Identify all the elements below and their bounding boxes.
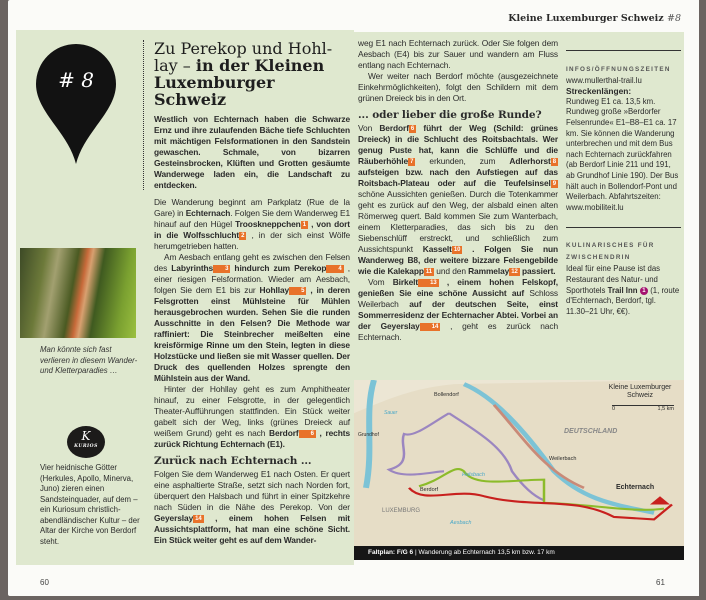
place-name: passiert. (521, 266, 556, 276)
map-caption-text: | Wanderung ab Echternach 13,5 km bzw. 17 km (414, 549, 555, 556)
place-name: Perekop (294, 263, 327, 273)
place-name: Räuberhöhle (358, 156, 409, 166)
info-heading: INFOS/ÖFFNUNGSZEITEN (566, 66, 671, 73)
map-label-deutschland: DEUTSCHLAND (564, 428, 618, 435)
paragraph: weg E1 nach Echternach zurück. Oder Sie folgen dem Aesbach (E4) bis zur Sauer und wandern am Fluss entlang nach Echternach. (358, 38, 558, 70)
place-name: Echternach (185, 208, 231, 218)
place-name: , in deren Felsgrotten einst Mühlsteine für Mühlen herausgebrochen wurden. Sehen Sie die runden Ausschnitte in den Felsen? Die Methode war raffiniert: Die Steinbrecher meißelten eine kreisförmige Rinne um den Stein, legten in diese Holzstücke und ließen sie mit Wasser quellen. Der Druck des quellenden Holzes sprengte den Mühlstein aus der Wand. (154, 285, 350, 383)
map-label-echternach: Echternach (616, 484, 655, 491)
text-run: Folgen Sie dem Wanderweg E1 nach Osten. Er quert eine asphaltierte Straße, setzt sich nach Norden fort, überquert den Halsbach und führt in einer Spitzkehre nach Süden in die Nähe des Perekop. Von der (154, 469, 350, 512)
paragraph (154, 197, 350, 252)
text-run: schöne Aussichten genießen. Durch die Totenkammer geht es zurück auf den Weg, der alsbald einen alten Römerweg quert. Bald kommen Sie zum Wanterbach, einem Kletterparadies, das sich bis zu den Siebenschlüff erstreckt, und schließlich zum Aussichtspunkt (358, 189, 558, 254)
paragraph (358, 123, 558, 277)
text-run: Von (358, 123, 380, 133)
poi-number: 7 (410, 159, 414, 165)
section-heading: Zurück nach Echternach ... (154, 455, 312, 467)
place-name: Adlerhorst (509, 156, 551, 166)
food-text-pre: Ideal für eine Pause ist das Restaurant des Natur- und Sporthotels (566, 264, 661, 295)
text-run: Hinter der Hohllay geht es zum Amphitheater hinauf, zu einer Felsgrotte, in der gelegentlich Theater-Aufführungen stattfinden. Ein Stück weiter gabelt sich der Weg, links (grünes Dreieck auf weißem Grund) geht es nach (154, 384, 350, 438)
body-text (358, 38, 558, 343)
photo-caption: Man könnte sich fast verlieren in diesem Wander- und Kletterparadies … (40, 345, 138, 375)
map-caption-bold: Faltplan: F/G 6 (368, 549, 414, 556)
restaurant-name: Trail Inn (607, 285, 638, 295)
place-name: Hohllay (259, 285, 290, 295)
poi-number: 1 (640, 287, 648, 295)
page-number: 61 (656, 578, 665, 587)
map-label-aesbach: Aesbach (450, 520, 472, 526)
map-label-halsbach: Halsbach (462, 472, 485, 478)
section-heading: ... oder lieber die große Runde? (358, 109, 542, 121)
poi-number: 9 (552, 181, 556, 187)
scale-start: 0 (612, 406, 616, 412)
place-name: , von dort in die (154, 219, 351, 240)
place-name: auf der deutschen Seite, einst Sommerresidenz der Echternacher Abtei. Vorbei an der (358, 299, 558, 331)
poi-number: 14 (195, 516, 202, 522)
map-label-weilerbach: Weilerbach (549, 456, 577, 462)
poi-number: 1 (302, 222, 306, 228)
poi-number: 6 (410, 126, 415, 132)
header-number: #8 (666, 13, 681, 24)
running-header (508, 13, 681, 24)
poi-number: 11 (425, 269, 433, 275)
poi-number: 4 (326, 265, 343, 273)
poi-number: 14 (420, 323, 440, 331)
place-name: . Folgen Sie nun Wanderweg B8, der weitere bizzare Felsengebilde wie die (358, 244, 559, 276)
food-heading: KULINARISCHES FÜR ZWISCHENDRIN (566, 242, 655, 262)
place-name: , einem hohen Felsen mit Aussichtsplattform, hat man eine schöne Sicht. Ein Stück weiter geht es auf dem Wander- (154, 513, 351, 545)
paragraph (154, 384, 350, 450)
right-page (354, 0, 699, 596)
left-page (8, 0, 354, 596)
place-name: Rammelay (468, 266, 510, 276)
text-run: erkunden, zum (429, 156, 510, 166)
main-column (154, 40, 350, 546)
map-caption (354, 546, 684, 560)
kurios-label: KURIOS (74, 444, 98, 449)
paragraph (358, 277, 558, 343)
place-name: Wolfsschlucht (183, 230, 240, 240)
divider (566, 50, 681, 51)
poi-number: 3 (213, 265, 230, 273)
place-name: Berdorf (379, 123, 409, 133)
food-text (566, 264, 681, 317)
text-run: Die Wanderung beginnt am Parkplatz (Rue de la Gare) in (154, 197, 350, 218)
info-column (566, 44, 681, 317)
place-name: , einem hohen Felskopf, genießen Sie eine schöne Aussicht auf (358, 277, 558, 298)
divider (566, 227, 681, 228)
map-label-berdorf: Berdorf (420, 487, 439, 493)
map-scale (612, 405, 674, 412)
route-map (354, 380, 684, 546)
text-run: Am Aesbach entlang geht es zwischen den Felsen des (154, 252, 350, 273)
place-name: führt der Weg (Schild: grünes Dreieck) in die Schlucht des Roitsbachtals. Wer genug Puste hat, kann die Schlüffe und die (358, 123, 558, 155)
title-bold: in der Kleinen Luxemburger Schweiz (154, 56, 325, 109)
place-name: Labyrinths (171, 263, 214, 273)
paragraph (154, 252, 350, 384)
map-title: Kleine Luxemburger Schweiz (608, 384, 672, 399)
text-run: und den (436, 266, 469, 276)
place-name: Trooskneppchen (235, 219, 301, 229)
info-url[interactable]: www.mullerthal-trail.lu (566, 75, 642, 85)
paragraph (154, 469, 350, 546)
body-text (154, 197, 350, 546)
place-name: hindurch zum (234, 263, 295, 273)
poi-number: 5 (289, 287, 306, 295)
poi-number: 13 (418, 279, 438, 287)
map-label-luxemburg: LUXEMBURG (382, 508, 421, 514)
info-subheading: Streckenlängen: (566, 86, 632, 97)
place-name: Geyerslay (154, 513, 194, 523)
kurios-badge (67, 426, 105, 458)
page-title (154, 40, 350, 108)
marker-pin-icon (34, 42, 118, 166)
text-run: . Folgen Sie dem Wanderweg E1 hinauf auf den Hügel (154, 208, 350, 229)
poi-number: 8 (552, 159, 556, 165)
poi-number: 6 (299, 430, 316, 438)
info-text: Rundweg E1 ca. 13,5 km. Rundweg große »Berdorfer Felsenrunde« E1–B8–E1 ca. 17 km. Sie können die Wanderung unterbrechen und mit dem Bus nach Echternach zurückfahren (ab Berdorf Linie 211 und 191, ab Grundhof Linie 190). Der Bus hält auch in Bollendorf-Pont und Weilerbach. Abfahrtszeiten: www.mobiliteit.lu (566, 96, 679, 212)
place-name: Berdorf (269, 428, 299, 438)
text-run: Vom (368, 277, 393, 287)
text-run: Schloss Weilerbach (358, 288, 558, 309)
food-text-post: (1, route d'Echternach, Berdorf, tgl. 11.30–21 Uhr, €€). (566, 285, 680, 316)
map-label-grundhof: Grundhof (358, 432, 379, 438)
place-name: Kalekapp (387, 266, 424, 276)
kurios-letter: K (81, 429, 91, 443)
poi-number: 10 (453, 247, 461, 253)
place-name: aufsteigen bzw. nach den Aufstiegen auf das Roitsbach-Plateau oder auf die (358, 167, 558, 188)
place-name: Geyerslay (380, 321, 420, 331)
poi-number: 12 (511, 269, 518, 275)
poi-number: 2 (241, 233, 245, 239)
place-name: Kasselt (422, 244, 452, 254)
header-title: Kleine Luxemburger Schweiz (508, 13, 664, 24)
kurios-text: Vier heidnische Götter (Herkules, Apollo, Minerva, Juno) zieren einen Sandsteinquader, auf dem – ein Kuriosum christlich-abendländischer Kultur – der Altar der Kirche von Berdorf steht. (40, 463, 140, 546)
map-label-sauer: Sauer (384, 410, 398, 416)
page-number: 60 (40, 578, 49, 587)
title-regular: Zu Perekop und Hohllay – (154, 39, 333, 75)
place-name: Birkelt (392, 277, 419, 287)
text-run: , in der sich einst Wölfe herumgetrieben hatten. (154, 230, 351, 251)
paragraph: Wer weiter nach Berdorf möchte (ausgezeichnete Einkehrmöglichkeiten), folgt den Schildern mit dem grünen Dreieck bis in den Ort. (358, 71, 558, 103)
map-label-bollendorf: Bollendorf (434, 392, 459, 398)
tour-marker (34, 42, 118, 166)
text-run: , geht es zurück nach Echternach. (358, 321, 558, 342)
scale-end: 1,5 km (657, 406, 674, 412)
lead-text: Westlich von Echternach haben die Schwarze Ernz und ihre zulaufenden Bäche tiefe Schluchten mit mächtigen Felsformationen in den Sandstein gewaschen. Schmale, von bizarren Gesteinsbrocken, Klüften und Grotten gesäumte Wanderwege laden ein, die Landschaft zu entdecken. (154, 114, 350, 190)
tour-number: # 8 (58, 68, 94, 92)
place-name: Teufelsinsel (504, 178, 551, 188)
photo-hiker (20, 248, 136, 338)
dotted-arrow (143, 40, 144, 190)
place-name: , rechts zurück Richtung Echternach (E1). (154, 428, 350, 449)
text-run: , einer riesigen Felsformation. Wieder am Aesbach, folgen Sie dem E1 bis zur (154, 263, 350, 295)
